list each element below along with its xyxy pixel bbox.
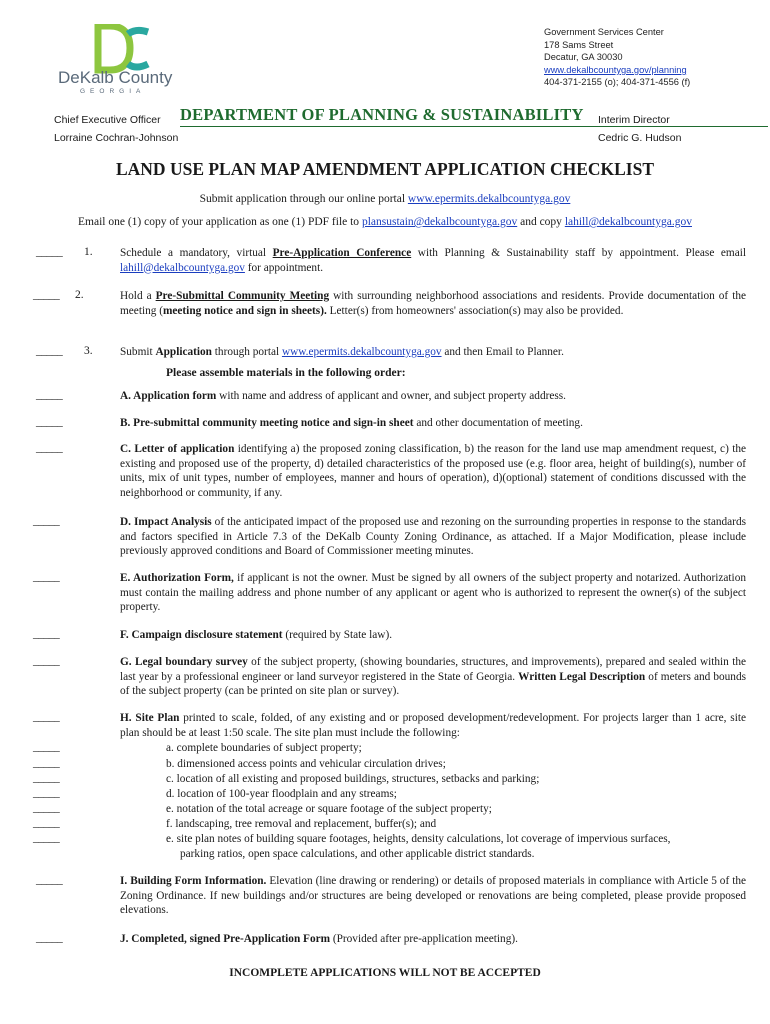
website-link[interactable]: www.dekalbcountyga.gov/planning <box>544 64 687 75</box>
email-text: Email one (1) copy of your application as one (1) PDF file to <box>78 216 362 228</box>
step-2-number: 2. <box>75 289 84 301</box>
step-1-email-link[interactable]: lahill@dekalbcountyga.gov <box>120 261 245 274</box>
director-title: Interim Director <box>598 114 670 126</box>
subitem-d-blank[interactable]: _____ <box>33 787 60 799</box>
lahill-email-link[interactable]: lahill@dekalbcountyga.gov <box>564 216 692 228</box>
step-3-blank[interactable]: _____ <box>36 345 63 357</box>
step-1-text: Schedule a mandatory, virtual Pre-Application Conference with Planning & Sustainability staff by appointment. Please email lahill@dekalbcountyga.gov for appointment. <box>120 247 746 274</box>
step-2-blank[interactable]: _____ <box>33 289 60 301</box>
step-2-text: Hold a Pre-Submittal Community Meeting with surrounding neighborhood associations and residents. Provide documentation of the meeting (meeting notice and sign in sheets). Letter(s) from homeowners' association(s) may also be provided. <box>120 290 746 317</box>
item-a-blank[interactable]: _____ <box>36 389 63 401</box>
subitem-e-blank[interactable]: _____ <box>33 802 60 814</box>
step-1-blank[interactable]: _____ <box>36 246 63 258</box>
item-f-blank[interactable]: _____ <box>33 628 60 640</box>
subitem-f-blank[interactable]: _____ <box>33 817 60 829</box>
item-c-text: C. Letter of application identifying a) the proposed zoning classification, b) the reason for the land use map amendment request, c) the existing and proposed use of the property, d) detailed characteristics of the proposed use (e.g. floor area, height of building(s), number of units, mix of unit types, number of employees, manner and hours of operation), d)(optional) statement of conditions discussed with the neighborhood or community, if any. <box>120 443 746 499</box>
exec-title: Chief Executive Officer <box>54 114 161 126</box>
site-plan-subitem: c. location of all existing and proposed buildings, structures, setbacks and parking; <box>166 773 540 785</box>
site-plan-subitem: a. complete boundaries of subject property; <box>166 742 362 754</box>
step-3-text: Submit Application through portal www.epermits.dekalbcountyga.gov and then Email to Planner. <box>120 346 564 358</box>
email-instructions <box>0 216 770 228</box>
site-plan-subitem: e. site plan notes of building square footages, heights, density calculations, lot coverage of impervious surfaces, <box>166 833 671 845</box>
site-plan-subitem: e. notation of the total acreage or square footage of the subject property; <box>166 803 492 815</box>
step-1-number: 1. <box>84 246 93 258</box>
item-f-text: F. Campaign disclosure statement (required by State law). <box>120 629 393 641</box>
item-e-text: E. Authorization Form, if applicant is not the owner. Must be signed by all owners of the subject property and notarized. Authorization must contain the mailing address and phone number of any applicant or agent who is authorized to represent the owner(s) of the subject property. <box>120 572 746 614</box>
subitem-g-blank[interactable]: _____ <box>33 832 60 844</box>
state-name: GEORGIA <box>80 88 146 95</box>
exec-name: Lorraine Cochran-Johnson <box>54 132 179 144</box>
item-i-text: I. Building Form Information. Elevation (line drawing or rendering) or details of proposed materials in compliance with Article 5 of the Zoning Ordinance. If new buildings and/or structures are being developed or renovations are being completed, please provide proposed elevations. <box>120 875 746 917</box>
submit-instructions <box>0 193 770 205</box>
item-i-blank[interactable]: _____ <box>36 874 63 886</box>
executive-block <box>54 111 178 147</box>
item-b-blank[interactable]: _____ <box>36 416 63 428</box>
subitem-a-blank[interactable]: _____ <box>33 741 60 753</box>
site-plan-subitem: d. location of 100-year floodplain and any streams; <box>166 788 397 800</box>
footer-warning: INCOMPLETE APPLICATIONS WILL NOT BE ACCEPTED <box>229 967 541 979</box>
step-3-number: 3. <box>84 345 93 357</box>
director-name: Cedric G. Hudson <box>598 132 682 144</box>
item-c-blank[interactable]: _____ <box>36 442 63 454</box>
office-address <box>544 26 690 89</box>
item-h-text: H. Site Plan printed to scale, folded, of any existing and or proposed development/redevelopment. For projects larger than 1 acre, site plan should be at least 1:50 scale. The site plan must include the following: <box>120 712 746 739</box>
step-3-portal-link[interactable]: www.epermits.dekalbcountyga.gov <box>281 346 442 358</box>
site-plan-subitem: b. dimensioned access points and vehicular circulation drives; <box>166 758 446 770</box>
portal-link[interactable]: www.epermits.dekalbcountyga.gov <box>407 193 571 205</box>
address-line: 178 Sams Street <box>544 39 614 50</box>
item-a-text: A. Application form with name and address of applicant and owner, and subject property address. <box>120 390 566 402</box>
address-line: Government Services Center <box>544 27 664 37</box>
site-plan-subitem-continued: parking ratios, open space calculations, and other applicable district standards. <box>180 848 535 860</box>
phone-numbers: 404-371-2155 (o); 404-371-4556 (f) <box>544 77 691 88</box>
assemble-heading: Please assemble materials in the following order: <box>166 367 406 379</box>
item-g-blank[interactable]: _____ <box>33 655 60 667</box>
item-h-blank[interactable]: _____ <box>33 711 60 723</box>
item-j-blank[interactable]: _____ <box>36 932 63 944</box>
plansustain-email-link[interactable]: plansustain@dekalbcountyga.gov <box>361 216 518 228</box>
dc-logo-icon <box>70 24 180 74</box>
subitem-b-blank[interactable]: _____ <box>33 757 60 769</box>
director-block <box>598 111 681 147</box>
page-title: LAND USE PLAN MAP AMENDMENT APPLICATION CHECKLIST <box>115 159 655 179</box>
item-b-text: B. Pre-submittal community meeting notice and sign-in sheet and other documentation of meeting. <box>120 417 583 429</box>
department-name: DEPARTMENT OF PLANNING & SUSTAINABILITY <box>180 105 584 124</box>
email-text-mid: and copy <box>517 216 565 228</box>
site-plan-subitem: f. landscaping, tree removal and replacement, buffer(s); and <box>166 818 437 830</box>
item-d-blank[interactable]: _____ <box>33 515 60 527</box>
address-line: Decatur, GA 30030 <box>544 52 623 63</box>
item-e-blank[interactable]: _____ <box>33 571 60 583</box>
county-name: DeKalb County <box>58 68 173 87</box>
submit-text: Submit application through our online portal <box>199 193 408 205</box>
subitem-c-blank[interactable]: _____ <box>33 772 60 784</box>
item-g-text: G. Legal boundary survey of the subject property, (showing boundaries, structures, and improvements), prepared and sealed within the last year by a professional engineer or land surveyor registered in the State of Georgia. Written Legal Description of meters and bounds of the subject property (can be printed on site plan or survey). <box>120 656 747 698</box>
item-d-text: D. Impact Analysis of the anticipated impact of the proposed use and rezoning on the surrounding properties in response to the standards and factors specified in Article 7.3 of the DeKalb County Zoning Ordinance, as attached. If a Major Modification, please include previously approved conditions and Board of Commissioner meeting minutes. <box>120 516 746 558</box>
item-j-text: J. Completed, signed Pre-Application Form (Provided after pre-application meeting). <box>120 933 518 945</box>
